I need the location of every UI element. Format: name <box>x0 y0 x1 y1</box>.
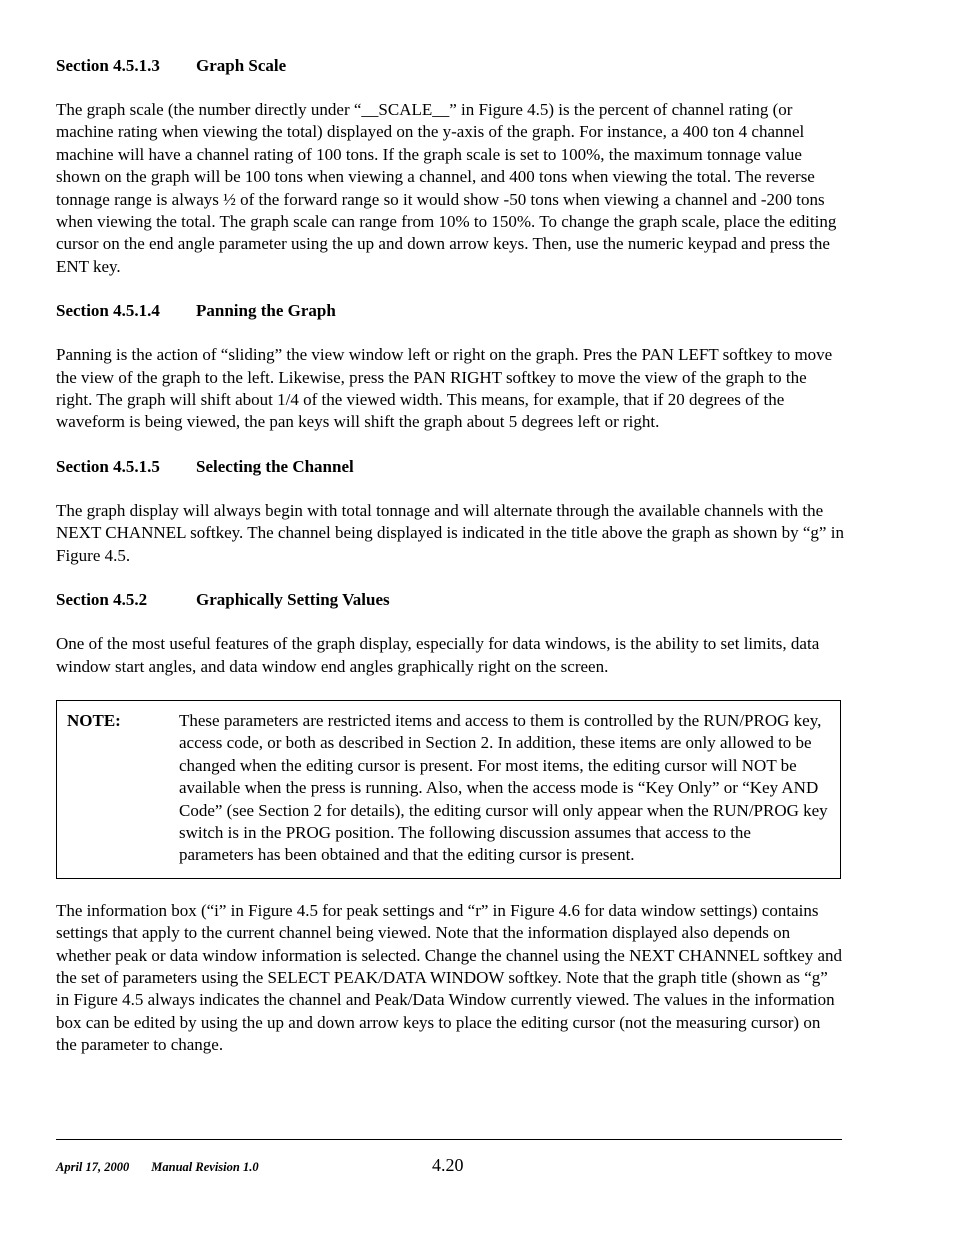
section-number: Section 4.5.1.3 <box>56 56 160 75</box>
footer-info <box>56 1160 259 1175</box>
footer-divider <box>56 1139 842 1140</box>
page-number: 4.20 <box>432 1155 464 1175</box>
paragraph-information-box: The information box (“i” in Figure 4.5 for peak settings and “r” in Figure 4.6 for data window settings) contains settings that apply to the current channel being viewed. Note that the information displayed also depends on whether peak or data window information is selected. Change the channel using the NEXT CHANNEL softkey and the set of parameters using the SELECT PEAK/DATA WINDOW softkey. Note that the graph title (shown as “g” in Figure 4.5 always indicates the channel and Peak/Data Window currently viewed. The values in the information box can be edited by using the up and down arrow keys to place the editing cursor (not the measuring cursor) on the parameter to change. <box>56 900 843 1055</box>
note-box <box>56 700 841 879</box>
section-title: Panning the Graph <box>196 301 336 321</box>
section-title: Graphically Setting Values <box>196 590 390 610</box>
paragraph-graphically-setting: One of the most useful features of the graph display, especially for data windows, is the ability to set limits, data window start angles, and data window end angles graphically right on the screen. <box>56 634 820 676</box>
section-title: Selecting the Channel <box>196 456 354 476</box>
section-heading-panning <box>56 300 844 322</box>
section-number: Section 4.5.1.5 <box>56 456 160 476</box>
paragraph-panning: Panning is the action of “sliding” the view window left or right on the graph. Pres the PAN LEFT softkey to move the view of the graph to the left. Likewise, press the PAN RIGHT softkey to move the view of the graph to the right. The graph will shift about 1/4 of the viewed width. This means, for example, that if 20 degrees of the waveform is being viewed, the pan keys will shift the graph about 5 degrees left or right. <box>56 345 833 432</box>
footer-date: April 17, 2000 <box>56 1160 130 1174</box>
note-label: NOTE: <box>67 710 121 730</box>
section-heading-graphically-setting <box>56 589 844 611</box>
paragraph-selecting-channel: The graph display will always begin with total tonnage and will alternate through the available channels with the NEXT CHANNEL softkey. The channel being displayed is indicated in the title above the graph as shown by “g” in Figure 4.5. <box>56 500 844 565</box>
section-number: Section 4.5.1.4 <box>56 301 160 321</box>
section-title: Graph Scale <box>196 56 287 75</box>
section-heading-selecting-channel <box>56 456 844 478</box>
section-number: Section 4.5.2 <box>56 590 148 610</box>
paragraph-graph-scale: The graph scale (the number directly under “__SCALE__” in Figure 4.5) is the percent of channel rating (or machine rating when viewing the total) displayed on the y-axis of the graph. For instance, a 400 ton 4 channel machine will have a channel rating of 100 tons. If the graph scale is set to 100%, the maximum tonnage value shown on the graph will be 100 tons when viewing a channel, and 400 tons when viewing the total. The reverse tonnage range is always ½ of the forward range so it would show -50 tons when viewing a channel and -200 tons when viewing the total. The graph scale can range from 10% to 150%. To change the graph scale, place the editing cursor on the end angle parameter using the up and down arrow keys. Then, use the numeric keypad and press the ENT key. <box>56 100 837 276</box>
document-page <box>56 55 844 1079</box>
note-text: These parameters are restricted items and access to them is controlled by the RUN/PROG key, access code, or both as described in Section 2. In addition, these items are only allowed to be changed when the editing cursor is present. For most items, the editing cursor will NOT be available when the press is running. Also, when the access mode is “Key Only” or “Key AND Code” (see Section 2 for details), the editing cursor will only appear when the RUN/PROG key switch is in the PROG position. The following discussion assumes that access to the parameters has been obtained and that the editing cursor is present. <box>179 710 828 865</box>
footer-revision: Manual Revision 1.0 <box>151 1160 259 1174</box>
section-heading-graph-scale <box>56 55 844 77</box>
